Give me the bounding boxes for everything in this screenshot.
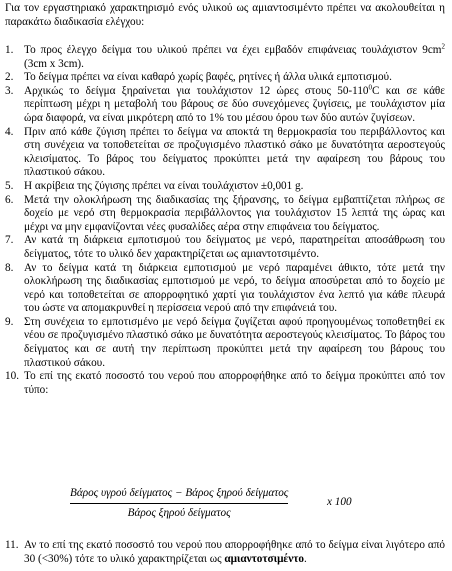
item-text: Πριν από κάθε ζύγιση πρέπει το δείγμα να αποκτά τη θερμοκρασία του περιβάλλοντος και στη συνέχεια να τοποθετείται σε προζυγισμένο πλαστικό σάκο με δυνατότητα αεροστεγούς κλεισίματος. Το βάρος του δείγματος προκύπτει μετά την αφαίρεση του βάρους του πλαστικού σάκου. bbox=[24, 125, 445, 179]
formula-denominator: Βάρος ξηρού δείγματος bbox=[127, 506, 231, 519]
item-number: 8. bbox=[5, 261, 14, 274]
item-text bbox=[24, 44, 445, 71]
item-number: 3. bbox=[5, 84, 14, 97]
list-item bbox=[5, 44, 445, 71]
superscript: 0 bbox=[368, 83, 373, 92]
item-text: Το δείγμα πρέπει να είναι καθαρό χωρίς βαφές, ρητίνες ή άλλα υλικά εμποτισμού. bbox=[24, 71, 392, 84]
formula-numerator: Βάρος υγρού δείγματος − Βάρος ξηρού δείγματος bbox=[70, 487, 289, 499]
item-text: Μετά την ολοκλήρωση της διαδικασίας της ξήρανσης, το δείγμα εμβαπτίζεται πλήρως σε δοχείο με νερό στη θερμοκρασία περιβάλλοντος για τουλάχιστον 15 λεπτά της ώρας και μέχρι να μην εμφανίζονται νέες φυσαλίδες αέρα στην επιφάνεια του δείγματος. bbox=[24, 193, 445, 233]
item-number: 10. bbox=[5, 370, 19, 383]
item-number: 9. bbox=[5, 315, 14, 328]
formula-fraction bbox=[70, 487, 288, 520]
item-text-post: (3cm x 3cm). bbox=[24, 57, 84, 70]
procedure-list bbox=[5, 44, 445, 397]
list-item bbox=[5, 262, 445, 316]
item-text bbox=[24, 539, 445, 566]
list-item bbox=[5, 539, 445, 566]
item-text-post: C και σε κάθε περίπτωση μέχρι η μεταβολή του βάρους σε δύο συνεχόμενες ζυγίσεις, με τουλάχιστον μία ώρα διαφορά, να είναι μικρότερη από το 1% του μέσου όρου των δύο αυτών ζυγίσεων. bbox=[24, 84, 445, 124]
item-number: 1. bbox=[5, 44, 14, 56]
intro-paragraph: Για τον εργαστηριακό χαρακτηρισμό ενός υλικού ως αμιαντοσιμέντο πρέπει να ακολουθείται η παρακάτω διαδικασία ελέγχου: bbox=[5, 2, 445, 28]
item-text-pre: Το προς έλεγχο δείγμα του υλικού πρέπει να έχει εμβαδόν επιφάνειας τουλάχιστον 9cm bbox=[24, 44, 442, 56]
item-number: 2. bbox=[5, 71, 14, 84]
list-item bbox=[5, 316, 445, 370]
item-text: Αν κατά τη διάρκεια εμποτισμού του δείγματος με νερό, παρατηρείται αποσάθρωση του δείγματος, τότε το υλικό δεν χαρακτηρίζεται ως αμιαντοτσιμέντο. bbox=[24, 234, 445, 260]
item-text-pre: Αν το επί της εκατό ποσοστό του νερού που απορροφήθηκε από το δείγμα είναι λιγότερο από 30 (<30%) τότε το υλικό χαρακτηρίζεται ως bbox=[24, 539, 445, 565]
list-item bbox=[5, 370, 445, 397]
list-item bbox=[5, 85, 445, 126]
list-item bbox=[5, 180, 445, 194]
item-text-pre: Αρχικώς το δείγμα ξηραίνεται για τουλάχιστον 12 ώρες στους 50-110 bbox=[24, 84, 369, 97]
list-item bbox=[5, 194, 445, 235]
formula-multiplier: x 100 bbox=[327, 496, 352, 508]
item-text-post: . bbox=[303, 552, 307, 565]
formula bbox=[70, 487, 370, 520]
list-item bbox=[5, 71, 445, 85]
superscript: 2 bbox=[441, 42, 445, 51]
list-item bbox=[5, 126, 445, 180]
item-text: Αν το δείγμα κατά τη διάρκεια εμποτισμού με νερό παραμένει άθικτο, τότε μετά την ολοκλήρωση της διαδικασίας εμποτισμού με νερό, το δείγμα αποσύρεται από το δοχείο με νερό και τοποθετείται σε απορροφητικό χαρτί για τουλάχιστον ένα λεπτό για κάθε πλευρά του ώστε να απομακρυνθεί η περίσσεια νερού από την επιφάνειά του. bbox=[24, 261, 445, 315]
item-text: Στη συνέχεια το εμποτισμένο με νερό δείγμα ζυγίζεται αφού προηγουμένως τοποθετηθεί εκ νέου σε προζυγισμένο πλαστικό σάκο με δυνατότητα αεροστεγούς κλεισίματος. Το βάρος του δείγματος και σε αυτή την περίπτωση προκύπτει μετά την αφαίρεση του βάρους του πλαστικού σάκου. bbox=[24, 315, 445, 369]
item-text: Το επί της εκατό ποσοστό του νερού που απορροφήθηκε από το δείγμα προκύπτει από τον τύπο: bbox=[24, 370, 445, 396]
list-item bbox=[5, 234, 445, 261]
item-number: 7. bbox=[5, 234, 14, 247]
item-number: 5. bbox=[5, 179, 14, 192]
item-text: Η ακρίβεια της ζύγισης πρέπει να είναι τουλάχιστον ±0,001 g. bbox=[24, 179, 304, 192]
item-text bbox=[24, 85, 445, 126]
item-number: 4. bbox=[5, 125, 14, 138]
bold-term: αμιαντοτσιμέντο bbox=[224, 552, 304, 565]
item-number: 11. bbox=[5, 539, 19, 551]
item-number: 6. bbox=[5, 193, 14, 206]
